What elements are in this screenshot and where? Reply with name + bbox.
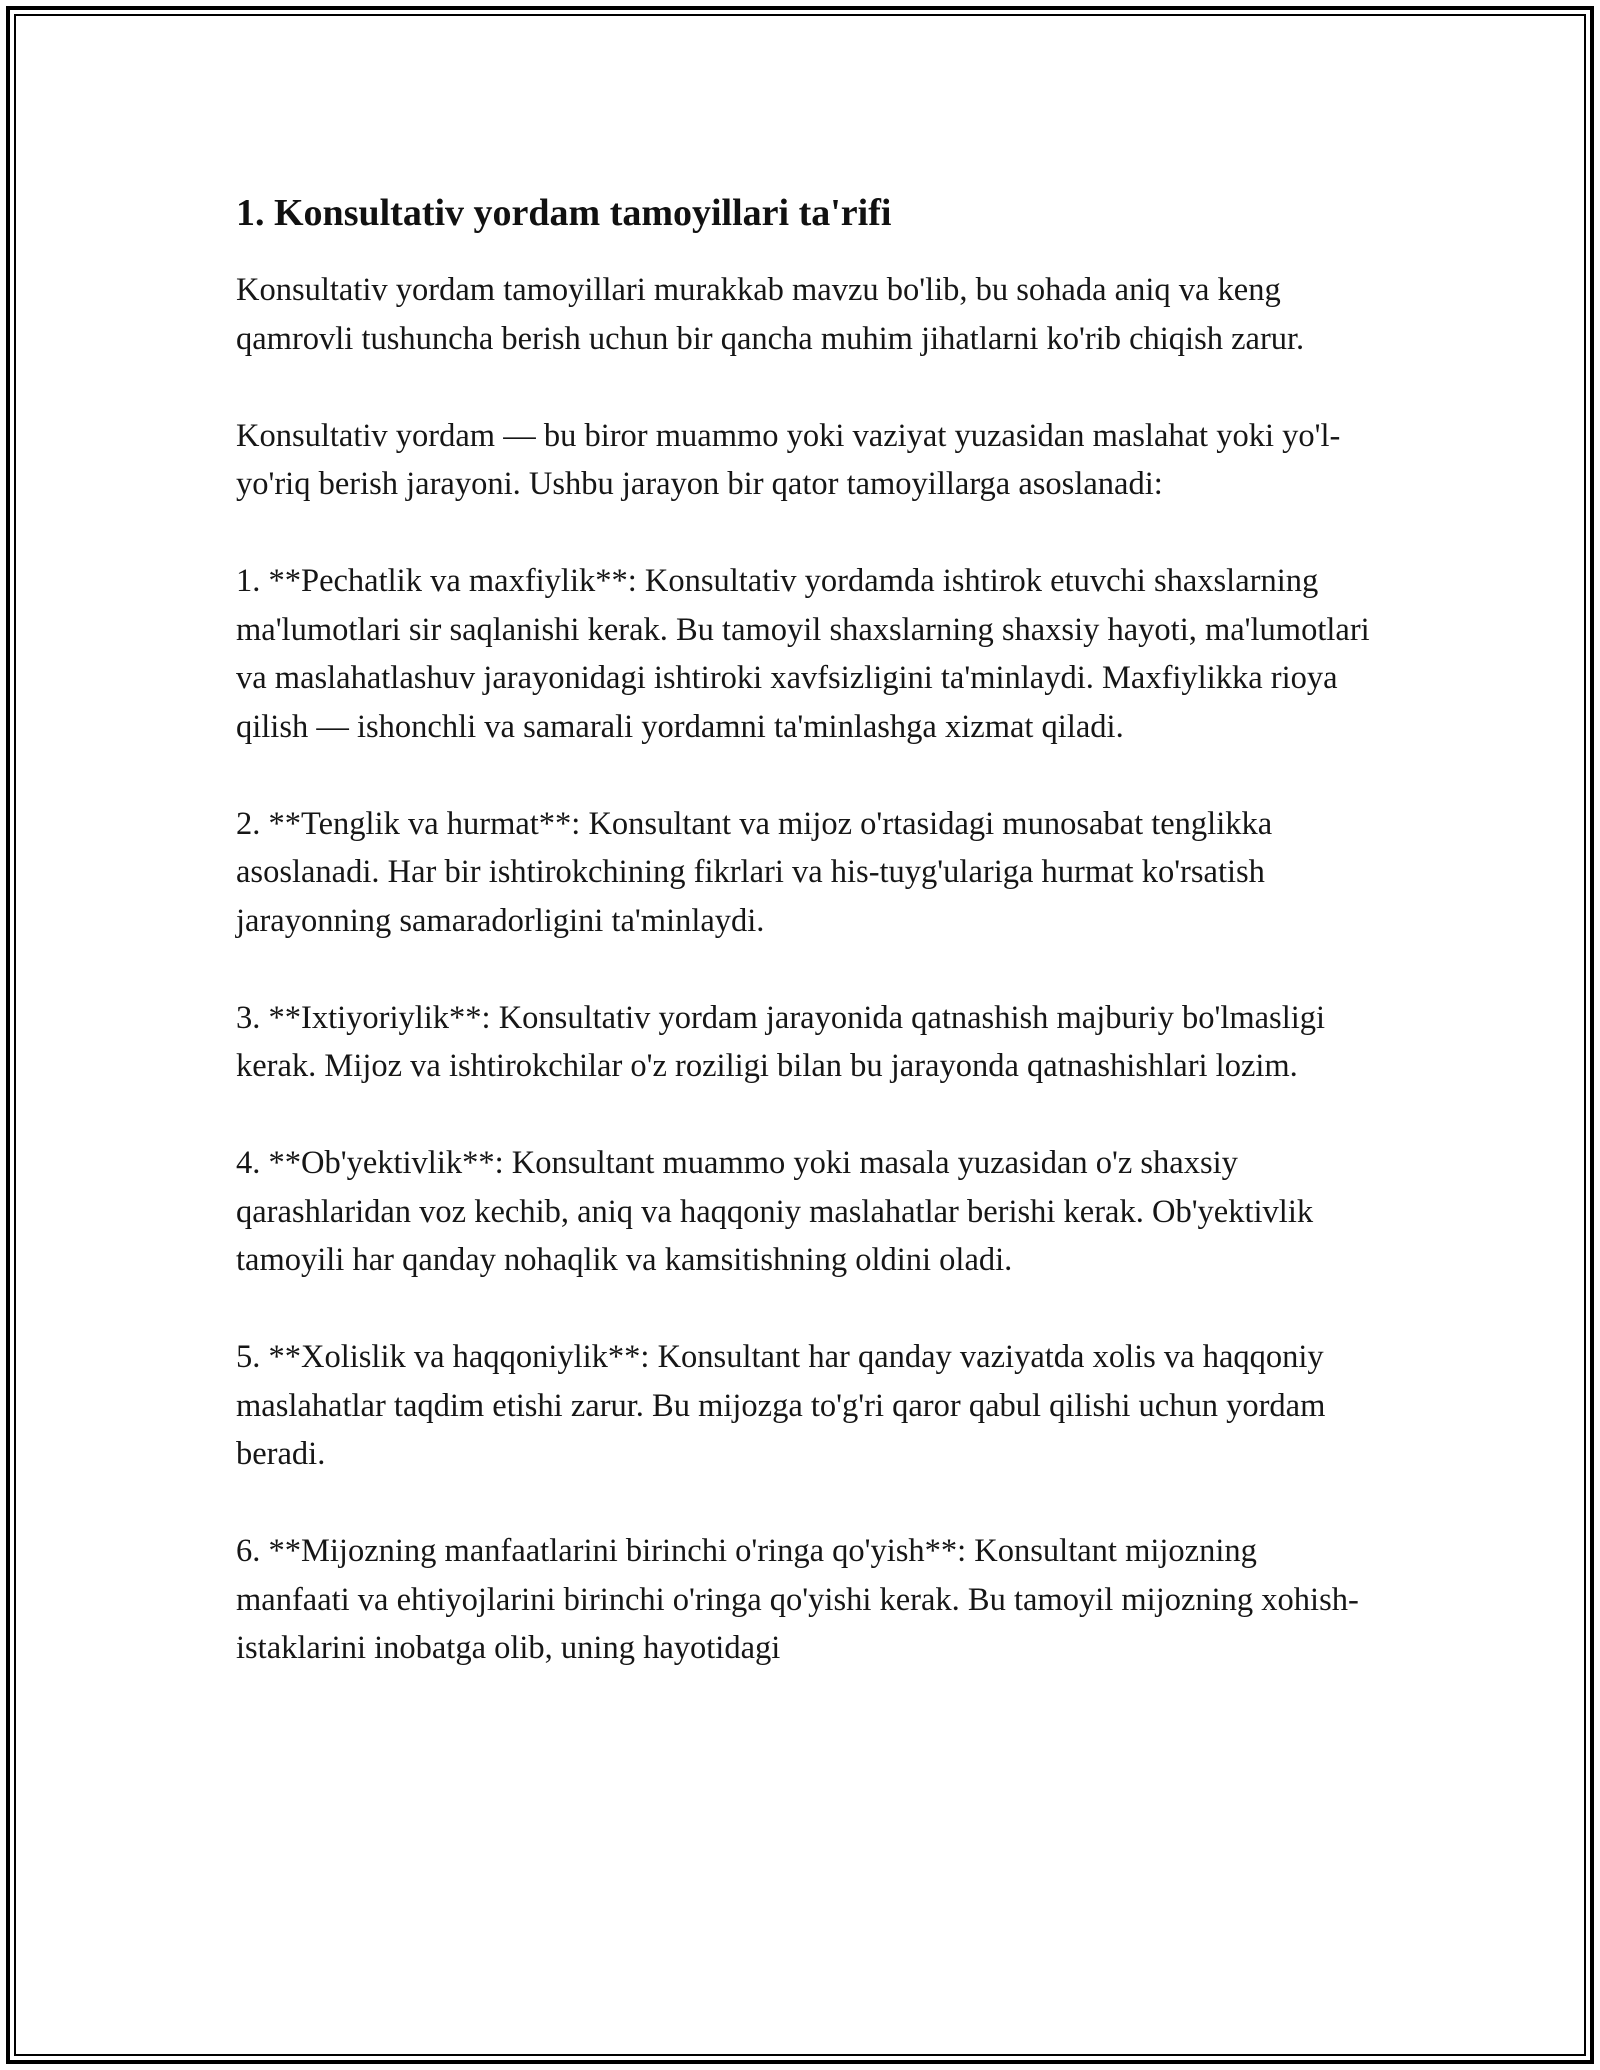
intro-paragraph: Konsultativ yordam tamoyillari murakkab mavzu bo'lib, bu sohada aniq va keng qamrovli tushuncha berish uchun bir qancha muhim jihatlarni ko'rib chiqish zarur. — [236, 272, 1305, 357]
principle-paragraph-client-interests: 6. **Mijozning manfaatlarini birinchi o'ringa qo'yish**: Konsultant mijozning manfaati va ehtiyojlarini birinchi o'ringa qo'yishi kerak. Bu tamoyil mijozning xohish-istaklarini inobatga olib, uning hayotidagi — [236, 1533, 1359, 1666]
document-body — [236, 188, 1376, 1673]
principle-paragraph-equality: 2. **Tenglik va hurmat**: Konsultant va mijoz o'rtasidagi munosabat tenglikka asoslanadi. Har bir ishtirokchining fikrlari va his-tuyg'ulariga hurmat ko'rsatish jarayonning samaradorligini ta'minlaydi. — [236, 805, 1273, 939]
principle-paragraph-objectivity: 4. **Ob'yektivlik**: Konsultant muammo yoki masala yuzasidan o'z shaxsiy qarashlaridan voz kechib, aniq va haqqoniy maslahatlar berishi kerak. Ob'yektivlik tamoyili har qanday nohaqlik va kamsitishning oldini oladi. — [236, 1145, 1314, 1278]
principle-paragraph-confidentiality: 1. **Pechatlik va maxfiylik**: Konsultativ yordamda ishtirok etuvchi shaxslarning ma'lumotlari sir saqlanishi kerak. Bu tamoyil shaxslarning shaxsiy hayoti, ma'lumotlari va maslahatlashuv jarayonidagi ishtiroki xavfsizligini ta'minlaydi. Maxfiylikka rioya qilish — ishonchli va samarali yordamni ta'minlashga xizmat qiladi. — [236, 563, 1370, 745]
definition-paragraph: Konsultativ yordam — bu biror muammo yoki vaziyat yuzasidan maslahat yoki yo'l-yo'riq berish jarayoni. Ushbu jarayon bir qator tamoyillarga asoslanadi: — [236, 417, 1341, 502]
section-heading: 1. Konsultativ yordam tamoyillari ta'rifi — [236, 192, 892, 234]
principle-paragraph-impartiality: 5. **Xolislik va haqqoniylik**: Konsultant har qanday vaziyatda xolis va haqqoniy maslahatlar taqdim etishi zarur. Bu mijozga to'g'ri qaror qabul qilishi uchun yordam beradi. — [236, 1339, 1326, 1472]
principle-paragraph-voluntariness: 3. **Ixtiyoriylik**: Konsultativ yordam jarayonida qatnashish majburiy bo'lmasligi kerak. Mijoz va ishtirokchilar o'z roziligi bilan bu jarayonda qatnashishlari lozim. — [236, 999, 1326, 1084]
